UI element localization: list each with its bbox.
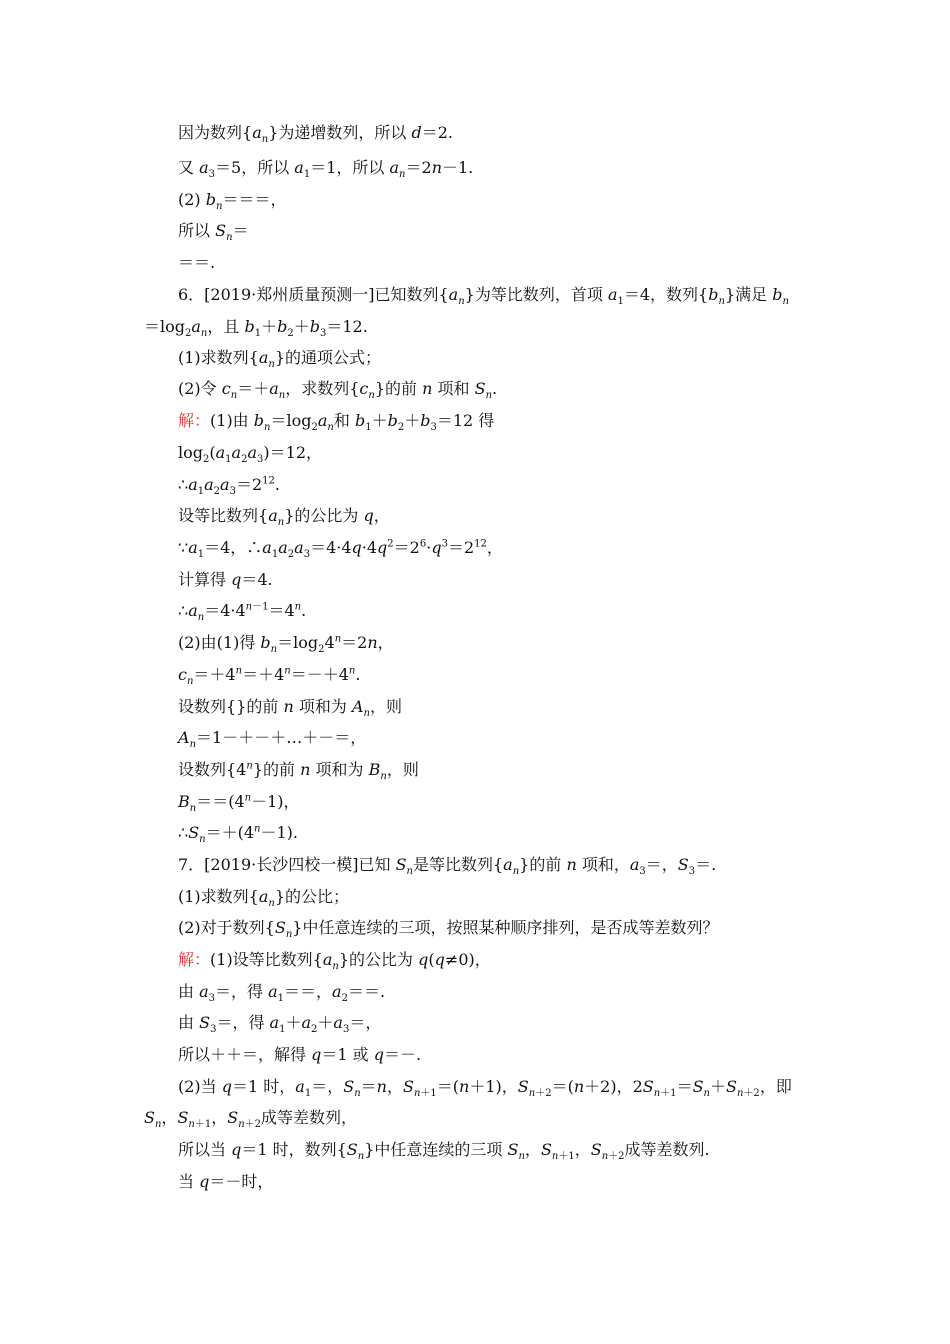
- text-line: $B_n==(4^n-1)$，: [178, 792, 300, 815]
- text-line: (2) $b_n===$，: [178, 190, 287, 213]
- text-line: 所以＋＋＝，解得 q＝1 或 q＝－.: [178, 1045, 422, 1064]
- text-line: 计算得 q＝4.: [178, 570, 273, 589]
- text-line: 当 q＝－时，: [178, 1172, 274, 1191]
- text-line: $\therefore a_1a_2a_3=2^{12}$.: [178, 475, 280, 498]
- text-line: (2)当 q＝1 时，$a_1=$，$S_n=n$，$S_{n+1}=(n+1)$，$S_{n+2}=(n+2)$，$2S_{n+1}=S_n+S_{n+2}$，即: [178, 1077, 792, 1100]
- text-line: 解：(1)由 $b_n=\log_2a_n$和 $b_1+b_2+b_3=12$ 得: [178, 411, 495, 434]
- text-line: $A_n=1-+-+\dots+-=$，: [178, 728, 367, 751]
- text-line: (2)对于数列$\{S_n\}$中任意连续的三项，按照某种顺序排列，是否成等差数列？: [178, 918, 719, 941]
- text-line: 又 $a_3=5$，所以 $a_1=1$，所以 $a_n=2n-1$.: [178, 158, 474, 181]
- text-line: $\because a_1=4$，$\therefore a_1a_2a_3=4\cdot 4q\cdot 4q^2=2^6\cdot q^3=2^{12}$，: [178, 538, 503, 561]
- text-line: (1)求数列$\{a_n\}$的通项公式；: [178, 348, 382, 371]
- text-line: $=\log_2a_n$，且 $b_1+b_2+b_3=12$.: [144, 317, 368, 340]
- text-line: ＝＝.: [178, 253, 216, 272]
- text-line: 由 $S_3=$，得 $a_1+a_2+a_3=$，: [178, 1013, 382, 1036]
- text-line: 6．[2019·郑州质量预测一]已知数列$\{a_n\}$为等比数列，首项 $a_1=4$，数列$\{b_n\}$满足 $b_n$: [178, 285, 789, 308]
- text-line: (2)由(1)得 $b_n=\log_24^n=2n$，: [178, 633, 394, 656]
- text-line: $\therefore S_n=+(4^n-1)$.: [178, 823, 299, 846]
- text-line: 解：(1)设等比数列$\{a_n\}$的公比为 q(q≠0)，: [178, 950, 491, 973]
- text-line: $c_n=+4^n=+4^n=-+4^n$.: [178, 665, 361, 688]
- text-line: 所以 $S_n=$: [178, 221, 249, 244]
- text-line: $\therefore a_n=4\cdot 4^{n-1}=4^n$.: [178, 601, 307, 624]
- text-line: 所以当 q＝1 时，数列$\{S_n\}$中任意连续的三项 $S_n$，$S_{n+1}$，$S_{n+2}$成等差数列.: [178, 1140, 710, 1163]
- text-line: $\log_2(a_1a_2a_3)=12$，: [178, 443, 322, 466]
- text-line: 设等比数列$\{a_n\}$的公比为 q，: [178, 506, 390, 529]
- text-line: (2)令 $c_n=+a_n$，求数列$\{c_n\}$的前 n 项和 $S_n$.: [178, 379, 498, 402]
- text-line: 设数列{4$^n$}的前 n 项和为 $B_n$，则: [178, 760, 419, 783]
- text-line: $S_n$，$S_{n+1}$，$S_{n+2}$成等差数列，: [144, 1108, 358, 1131]
- text-line: 由 $a_3=$，得 $a_1==$，$a_2==$.: [178, 982, 386, 1005]
- text-line: 7．[2019·长沙四校一模]已知 $S_n$是等比数列$\{a_n\}$的前 n 项和，$a_3=$，$S_3=$.: [178, 855, 717, 878]
- text-line: 因为数列$\{a_n\}$为递增数列，所以 d＝2.: [178, 123, 453, 146]
- text-line: (1)求数列$\{a_n\}$的公比；: [178, 887, 350, 910]
- text-line: 设数列{}的前 n 项和为 $A_n$，则: [178, 697, 402, 720]
